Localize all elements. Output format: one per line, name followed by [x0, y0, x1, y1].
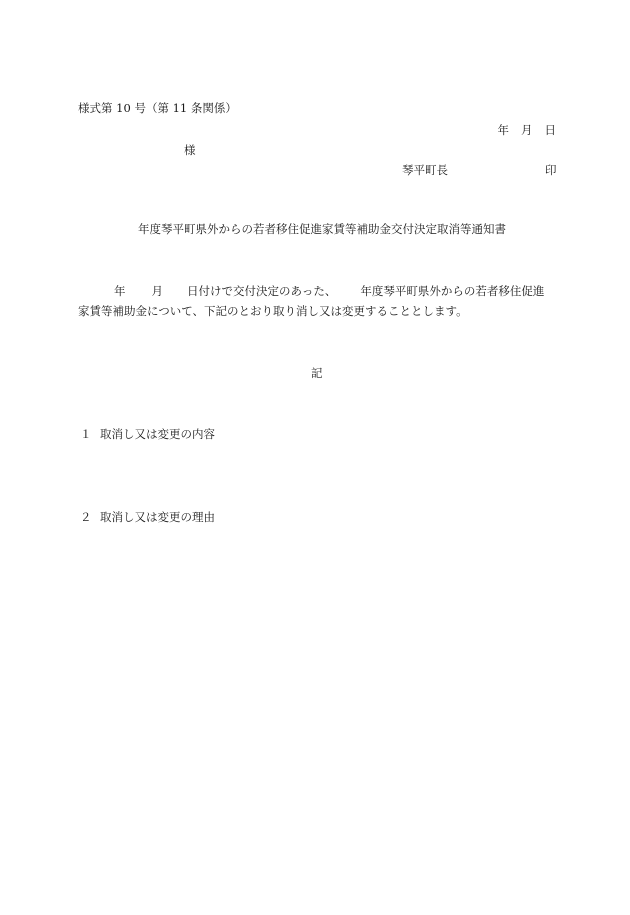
- date-line: [498, 123, 557, 137]
- list-item: [80, 510, 215, 524]
- date-year: 年: [497, 123, 509, 137]
- item-label: 取消し又は変更の理由: [100, 510, 215, 524]
- addressee-suffix: 様: [184, 143, 196, 157]
- item-number: １: [80, 427, 92, 441]
- body-day-text: 日付けで交付決定のあった、: [187, 284, 337, 298]
- date-day: 日: [544, 123, 556, 137]
- body-line-2: 家賃等補助金について、下記のとおり取り消し又は変更することとします。: [78, 304, 468, 318]
- item-number: ２: [80, 510, 92, 524]
- list-item: [80, 427, 215, 441]
- ki-heading: 記: [311, 366, 323, 380]
- date-month: 月: [521, 123, 533, 137]
- item-label: 取消し又は変更の内容: [100, 427, 215, 441]
- document-title: 年度琴平町県外からの若者移住促進家賃等補助金交付決定取消等通知書: [138, 222, 506, 236]
- form-number: 様式第 10 号（第 11 条関係）: [78, 101, 237, 115]
- issuer-name: 琴平町長: [402, 163, 448, 177]
- body-line-1: [78, 284, 544, 298]
- seal-mark: 印: [545, 163, 557, 177]
- body-month: 月: [151, 284, 163, 298]
- body-year: 年: [114, 284, 126, 298]
- body-program-text: 年度琴平町県外からの若者移住促進: [360, 284, 545, 298]
